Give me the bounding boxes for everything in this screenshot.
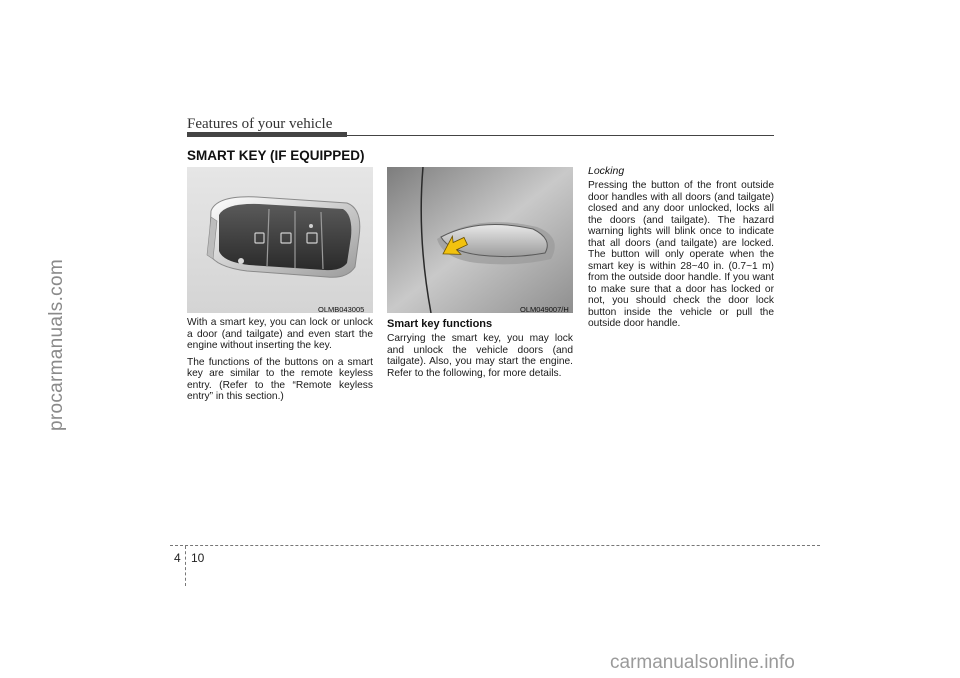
smart-key-illustration <box>187 167 373 313</box>
figure-code: OLM049007/H <box>520 305 569 314</box>
column-3-text <box>588 180 774 335</box>
footer-vertical-divider <box>185 546 186 586</box>
chapter-number: 4 <box>174 551 181 565</box>
header-divider-accent <box>187 132 347 137</box>
page-number: 10 <box>191 551 205 565</box>
watermark-bottom: carmanualsonline.info <box>610 652 795 673</box>
paragraph: Pressing the button of the front outside door handles with all doors (and tailgate) closed and any door unlocked, locks all the doors (and tailgate). The hazard warning lights will blink once to indicate that all doors (and tailgate) are locked. The button will only operate when the smart key is within 28~40 in. (0.7~1 m) from the outside door handle. If you want to make sure that a door has locked or not, you should check the door lock button inside the vehicle or pull the outside door handle. <box>588 180 774 329</box>
smart-key-figure <box>187 167 373 313</box>
column-1-text <box>187 317 373 408</box>
door-handle-figure <box>387 167 573 313</box>
figure-code: OLMB043005 <box>318 305 365 314</box>
smart-key-functions-heading: Smart key functions <box>387 318 493 330</box>
footer-divider <box>170 545 820 546</box>
column-2-text <box>387 333 573 384</box>
paragraph: The functions of the buttons on a smart key are similar to the remote keyless entry. (Refer to the “Remote keyless entry” in this section.) <box>187 356 373 402</box>
page-header-title: Features of your vehicle <box>187 116 333 132</box>
section-title: SMART KEY (IF EQUIPPED) <box>187 148 365 163</box>
paragraph: Carrying the smart key, you may lock and unlock the vehicle doors (and tailgate). Also, you may start the engine. Refer to the following, for more details. <box>387 333 573 379</box>
paragraph: With a smart key, you can lock or unlock a door (and tailgate) and even start the engine without inserting the key. <box>187 317 373 351</box>
watermark-left: procarmanuals.com <box>46 259 67 431</box>
door-handle-illustration <box>387 167 573 313</box>
locking-heading: Locking <box>588 165 625 177</box>
